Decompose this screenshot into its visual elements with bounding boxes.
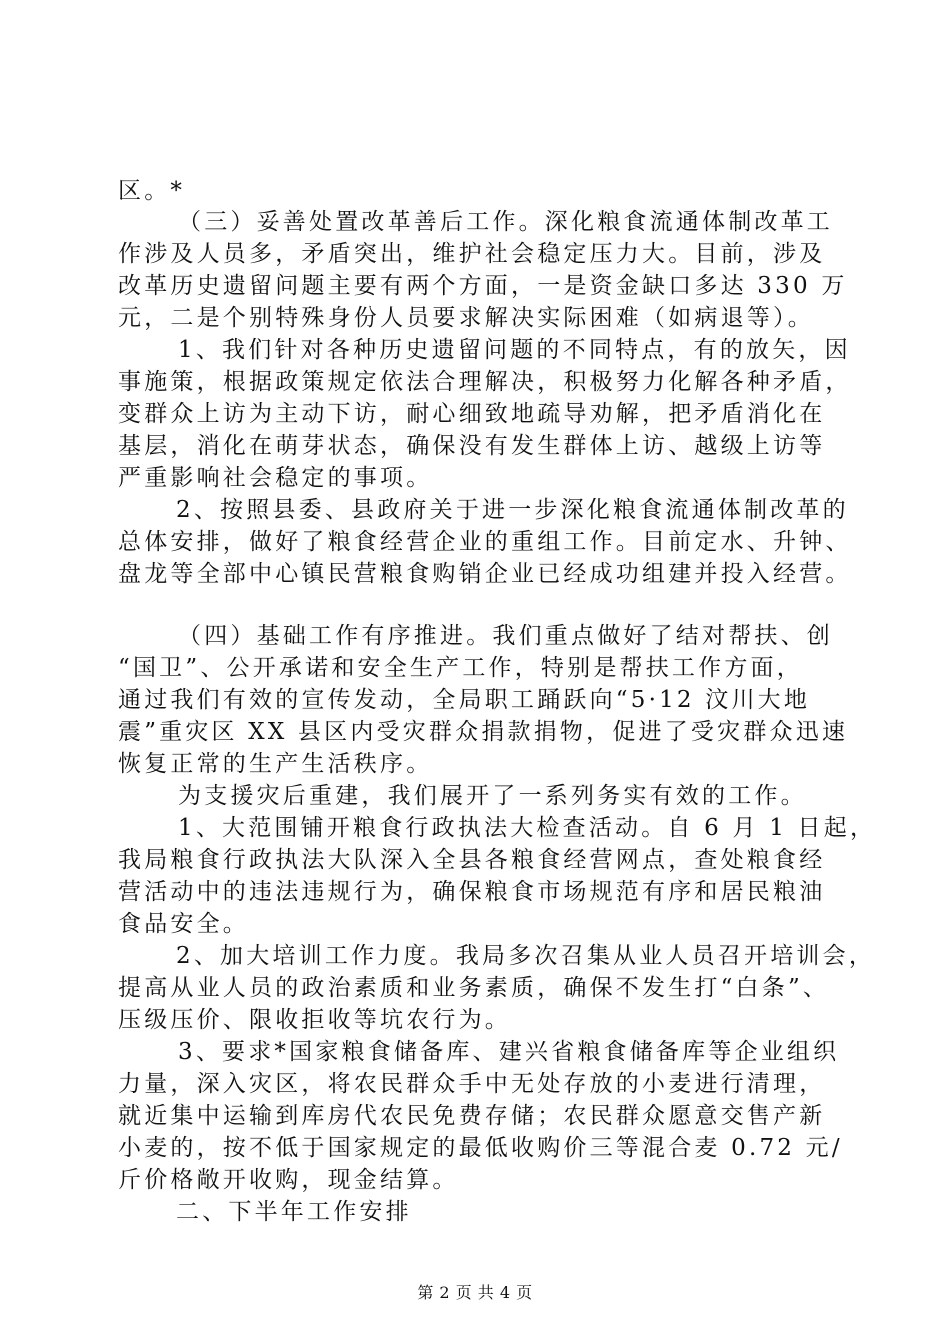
- text-line: 2、按照县委、县政府关于进一步深化粮食流通体制改革的: [176, 497, 849, 523]
- section-heading: 二、下半年工作安排: [176, 1199, 412, 1225]
- text-line: 我局粮食行政执法大队深入全县各粮食经营网点，查处粮食经: [118, 847, 826, 873]
- text-line: 1、我们针对各种历史遗留问题的不同特点，有的放矢，因: [178, 337, 851, 363]
- text-line: 变群众上访为主动下访，耐心细致地疏导劝解，把矛盾消化在: [118, 401, 826, 427]
- text-line: 盘龙等全部中心镇民营粮食购销企业已经成功组建并投入经营。: [118, 561, 852, 587]
- text-line: 元，二是个别特殊身份人员要求解决实际困难（如病退等）。: [118, 305, 814, 331]
- text-line: 食品安全。: [118, 911, 249, 937]
- text-line: 作涉及人员多，矛盾突出，维护社会稳定压力大。目前，涉及: [118, 241, 826, 267]
- text-line: 总体安排，做好了粮食经营企业的重组工作。目前定水、升钟、: [118, 529, 852, 555]
- text-line: 营活动中的违法违规行为，确保粮食市场规范有序和居民粮油: [118, 879, 826, 905]
- text-line: 改革历史遗留问题主要有两个方面，一是资金缺口多达 330 万: [118, 273, 848, 299]
- text-line: 提高从业人员的政治素质和业务素质，确保不发生打“白条”、: [118, 975, 830, 1001]
- text-line: （四）基础工作有序推进。我们重点做好了结对帮扶、创: [178, 623, 833, 649]
- text-line: 3、要求*国家粮食储备库、建兴省粮食储备库等企业组织: [178, 1039, 840, 1065]
- page-number: 第 2 页 共 4 页: [417, 1283, 533, 1302]
- text-line: 小麦的，按不低于国家规定的最低收购价三等混合麦 0.72 元/: [118, 1135, 843, 1161]
- text-line: 通过我们有效的宣传发动，全局职工踊跃向“5·12 汶川大地: [118, 687, 811, 713]
- text-line: 恢复正常的生产生活秩序。: [118, 751, 433, 777]
- text-line: 就近集中运输到库房代农民免费存储；农民群众愿意交售产新: [118, 1103, 826, 1129]
- text-line: 力量，深入灾区，将农民群众手中无处存放的小麦进行清理，: [118, 1071, 826, 1097]
- text-line: 1、大范围铺开粮食行政执法大检查活动。自 6 月 1 日起，: [178, 815, 877, 841]
- text-line: 震”重灾区 XX 县区内受灾群众捐款捐物，促进了受灾群众迅速: [118, 719, 849, 745]
- text-line: 基层，消化在萌芽状态，确保没有发生群体上访、越级上访等: [118, 433, 826, 459]
- text-line: 区。*: [118, 178, 186, 204]
- text-line: 为支援灾后重建，我们展开了一系列务实有效的工作。: [178, 783, 807, 809]
- text-line: 严重影响社会稳定的事项。: [118, 465, 433, 491]
- text-line: “国卫”、公开承诺和安全生产工作，特别是帮扶工作方面，: [118, 655, 803, 681]
- text-line: （三）妥善处置改革善后工作。深化粮食流通体制改革工: [178, 209, 833, 235]
- text-line: 压级压价、限收拒收等坑农行为。: [118, 1007, 511, 1033]
- text-line: 斤价格敞开收购，现金结算。: [118, 1167, 459, 1193]
- text-line: 2、加大培训工作力度。我局多次召集从业人员召开培训会，: [176, 943, 876, 969]
- text-line: 事施策，根据政策规定依法合理解决，积极努力化解各种矛盾，: [118, 369, 852, 395]
